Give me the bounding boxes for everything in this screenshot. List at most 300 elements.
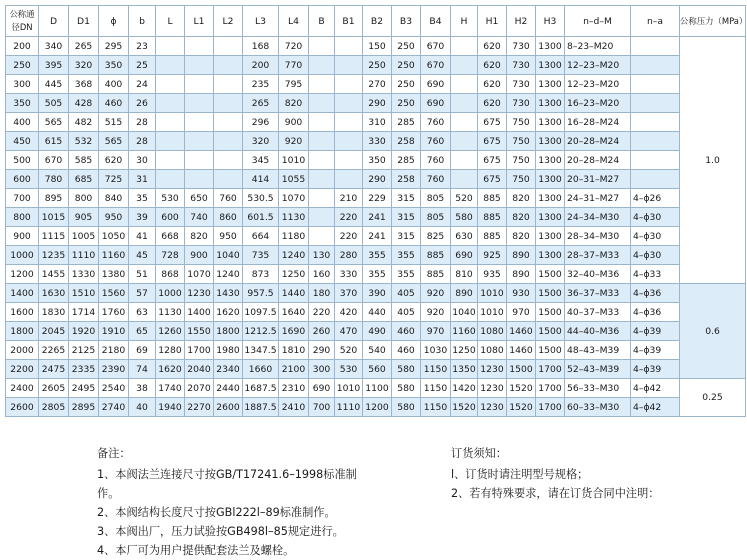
table-cell: 700	[6, 189, 39, 208]
table-cell: 250	[392, 37, 421, 56]
table-cell: 340	[39, 37, 69, 56]
table-cell	[185, 151, 214, 170]
table-cell	[185, 170, 214, 189]
table-cell: 820	[185, 227, 214, 246]
table-cell: 2310	[279, 379, 309, 398]
table-cell: 505	[39, 94, 69, 113]
table-cell: 1350	[451, 360, 478, 379]
table-row	[6, 303, 746, 322]
table-cell: 1300	[536, 151, 565, 170]
table-cell: 4–ϕ36	[631, 284, 680, 303]
table-cell: 900	[185, 246, 214, 265]
table-cell: 1160	[99, 246, 129, 265]
table-cell: 241	[363, 208, 392, 227]
table-cell: 350	[363, 151, 392, 170]
remark-line-3: 3、本阀出厂，压力试验按GB498l–85规定进行。	[97, 525, 344, 538]
table-cell: 1200	[6, 265, 39, 284]
table-cell: 2270	[185, 398, 214, 417]
table-cell: 825	[421, 227, 451, 246]
table-cell: 1130	[156, 303, 185, 322]
table-row	[6, 151, 746, 170]
column-header: B	[309, 6, 335, 37]
table-cell: 296	[243, 113, 279, 132]
table-cell	[185, 132, 214, 151]
table-cell: 315	[392, 227, 421, 246]
table-cell: 1040	[214, 246, 243, 265]
table-cell: 1687.5	[243, 379, 279, 398]
table-cell: 445	[39, 75, 69, 94]
table-cell	[156, 94, 185, 113]
table-cell: 725	[99, 170, 129, 189]
table-cell: 1300	[536, 37, 565, 56]
table-cell: 1620	[156, 360, 185, 379]
table-cell: 1150	[421, 398, 451, 417]
table-cell: 520	[335, 341, 363, 360]
table-row	[6, 246, 746, 265]
table-cell: 1160	[451, 322, 478, 341]
table-cell: 1230	[478, 398, 507, 417]
table-cell: 1430	[214, 284, 243, 303]
table-cell: 2400	[6, 379, 39, 398]
table-cell: 532	[69, 132, 99, 151]
table-cell: 4–ϕ39	[631, 322, 680, 341]
table-cell	[309, 75, 335, 94]
table-cell: 20–28–M24	[565, 151, 631, 170]
table-cell: 28–34–M30	[565, 227, 631, 246]
table-cell	[335, 56, 363, 75]
table-cell: 1300	[536, 132, 565, 151]
pressure-cell: 0.6	[680, 284, 746, 379]
table-cell: 220	[335, 227, 363, 246]
table-cell: 31	[129, 170, 156, 189]
table-cell: 400	[99, 75, 129, 94]
table-cell: 345	[243, 151, 279, 170]
table-cell: 200	[243, 56, 279, 75]
table-row	[6, 322, 746, 341]
table-cell: 1300	[536, 75, 565, 94]
table-cell: 1500	[536, 341, 565, 360]
table-cell: 2265	[39, 341, 69, 360]
table-cell	[309, 37, 335, 56]
table-cell	[185, 113, 214, 132]
table-row	[6, 37, 746, 56]
table-cell	[156, 37, 185, 56]
table-cell: 350	[6, 94, 39, 113]
order-notice-block	[451, 444, 660, 503]
table-cell: 8–23–M20	[565, 37, 631, 56]
table-cell: 265	[69, 37, 99, 56]
table-cell: 60–33–M30	[565, 398, 631, 417]
table-cell: 160	[309, 265, 335, 284]
table-cell: 28	[129, 113, 156, 132]
table-cell: 370	[335, 284, 363, 303]
table-cell: 895	[39, 189, 69, 208]
table-cell: 2495	[69, 379, 99, 398]
table-cell: 1520	[507, 398, 536, 417]
table-cell: 530.5	[243, 189, 279, 208]
table-cell: 250	[392, 75, 421, 94]
table-cell: 920	[279, 132, 309, 151]
table-cell: 2540	[99, 379, 129, 398]
table-cell: 41	[129, 227, 156, 246]
table-cell	[214, 151, 243, 170]
table-cell: 229	[363, 189, 392, 208]
table-cell: 1240	[279, 246, 309, 265]
table-cell: 1280	[156, 341, 185, 360]
table-cell: 664	[243, 227, 279, 246]
table-cell: 315	[392, 189, 421, 208]
table-cell: 2335	[69, 360, 99, 379]
table-cell	[335, 132, 363, 151]
table-cell: 685	[69, 170, 99, 189]
table-cell: 200	[6, 37, 39, 56]
table-cell: 440	[363, 303, 392, 322]
table-cell: 873	[243, 265, 279, 284]
table-cell: 1500	[536, 322, 565, 341]
table-cell: 900	[6, 227, 39, 246]
table-cell: 760	[421, 113, 451, 132]
table-cell: 1380	[99, 265, 129, 284]
table-cell: 355	[363, 265, 392, 284]
table-cell: 1760	[99, 303, 129, 322]
table-cell: 285	[392, 113, 421, 132]
table-cell: 241	[363, 227, 392, 246]
table-cell: 1150	[421, 379, 451, 398]
order-notice-title: 订货须知：	[451, 447, 507, 460]
table-cell: 885	[478, 189, 507, 208]
table-cell: 2600	[214, 398, 243, 417]
table-cell: 74	[129, 360, 156, 379]
table-cell: 355	[392, 265, 421, 284]
table-cell: 490	[363, 322, 392, 341]
table-cell: 290	[363, 170, 392, 189]
column-header: B3	[392, 6, 421, 37]
table-cell: 840	[99, 189, 129, 208]
table-cell: 250	[6, 56, 39, 75]
table-cell: 4–ϕ39	[631, 341, 680, 360]
table-cell: 405	[392, 303, 421, 322]
table-cell: 300	[6, 75, 39, 94]
table-cell	[156, 170, 185, 189]
table-cell: 620	[478, 37, 507, 56]
table-cell: 2805	[39, 398, 69, 417]
remark-line-1a: 1、本阀法兰连接尺寸按GB/T17241.6–1998标准制	[97, 468, 357, 481]
table-cell: 890	[507, 265, 536, 284]
table-cell: 630	[451, 227, 478, 246]
table-cell: 428	[69, 94, 99, 113]
table-cell: 24	[129, 75, 156, 94]
table-cell: 470	[335, 322, 363, 341]
table-body	[6, 37, 746, 417]
table-row	[6, 379, 746, 398]
table-cell: 890	[451, 284, 478, 303]
table-cell: 950	[214, 227, 243, 246]
table-cell: 930	[507, 284, 536, 303]
table-cell: 2390	[99, 360, 129, 379]
table-cell: 1800	[6, 322, 39, 341]
table-cell: 1010	[478, 303, 507, 322]
table-cell: 585	[69, 151, 99, 170]
column-header: 公称通径DN	[6, 6, 39, 37]
table-cell: 1700	[536, 379, 565, 398]
table-cell	[631, 170, 680, 189]
table-row	[6, 113, 746, 132]
table-cell: 4–ϕ42	[631, 398, 680, 417]
table-cell: 20–31–M27	[565, 170, 631, 189]
table-cell: 1097.5	[243, 303, 279, 322]
table-cell: 885	[478, 208, 507, 227]
table-cell: 580	[392, 360, 421, 379]
table-cell: 730	[507, 37, 536, 56]
column-header: n–a	[631, 6, 680, 37]
table-cell: 2600	[6, 398, 39, 417]
table-cell: 28–37–M33	[565, 246, 631, 265]
table-cell: 750	[507, 132, 536, 151]
table-cell: 12–23–M20	[565, 56, 631, 75]
table-cell: 935	[478, 265, 507, 284]
table-cell: 1420	[451, 379, 478, 398]
table-cell: 4–ϕ36	[631, 303, 680, 322]
table-cell	[631, 37, 680, 56]
table-cell: 315	[392, 208, 421, 227]
table-cell	[451, 75, 478, 94]
table-cell: 560	[363, 360, 392, 379]
table-cell: 600	[6, 170, 39, 189]
table-cell: 1150	[421, 360, 451, 379]
table-cell: 1300	[536, 246, 565, 265]
table-cell	[156, 132, 185, 151]
table-cell: 1010	[335, 379, 363, 398]
spec-table	[5, 5, 746, 417]
table-cell: 820	[279, 94, 309, 113]
table-cell: 4–ϕ33	[631, 265, 680, 284]
table-cell: 310	[363, 113, 392, 132]
table-cell: 23	[129, 37, 156, 56]
table-cell: 300	[309, 360, 335, 379]
table-cell: 250	[392, 56, 421, 75]
table-cell: 1010	[279, 151, 309, 170]
table-cell: 258	[392, 132, 421, 151]
table-cell: 368	[69, 75, 99, 94]
table-cell: 4–ϕ30	[631, 227, 680, 246]
table-cell: 1400	[6, 284, 39, 303]
table-cell: 1455	[39, 265, 69, 284]
table-cell: 48–43–M39	[565, 341, 631, 360]
table-cell	[309, 189, 335, 208]
table-cell: 2895	[69, 398, 99, 417]
table-cell: 40	[129, 398, 156, 417]
table-cell: 2040	[185, 360, 214, 379]
table-cell	[631, 113, 680, 132]
table-cell: 63	[129, 303, 156, 322]
column-header: H2	[507, 6, 536, 37]
table-cell: 1800	[214, 322, 243, 341]
table-cell: 1460	[507, 322, 536, 341]
table-cell: 52–43–M39	[565, 360, 631, 379]
table-cell: 690	[451, 246, 478, 265]
table-cell: 2605	[39, 379, 69, 398]
table-cell: 750	[507, 151, 536, 170]
table-cell: 56–33–M30	[565, 379, 631, 398]
table-cell: 1230	[478, 360, 507, 379]
remark-line-2: 2、本阀结构长度尺寸按GBl222l–89标准制作。	[97, 506, 336, 519]
table-cell: 1640	[279, 303, 309, 322]
table-cell: 1810	[279, 341, 309, 360]
table-cell: 1030	[421, 341, 451, 360]
table-cell	[335, 170, 363, 189]
table-cell: 515	[99, 113, 129, 132]
table-cell: 675	[478, 170, 507, 189]
table-cell: 40–37–M33	[565, 303, 631, 322]
table-cell: 130	[309, 246, 335, 265]
table-cell: 45	[129, 246, 156, 265]
table-row	[6, 284, 746, 303]
table-cell: 920	[421, 303, 451, 322]
table-cell: 760	[214, 189, 243, 208]
table-cell: 820	[507, 208, 536, 227]
table-row	[6, 265, 746, 284]
table-cell: 740	[185, 208, 214, 227]
table-cell: 900	[279, 113, 309, 132]
table-cell: 650	[185, 189, 214, 208]
table-cell: 414	[243, 170, 279, 189]
table-cell: 24–31–M27	[565, 189, 631, 208]
table-cell	[451, 170, 478, 189]
header-row	[6, 6, 746, 37]
table-cell: 565	[99, 132, 129, 151]
table-cell	[309, 151, 335, 170]
table-cell: 735	[243, 246, 279, 265]
table-cell: 44–40–M36	[565, 322, 631, 341]
table-cell	[631, 94, 680, 113]
table-cell: 30	[129, 151, 156, 170]
table-cell: 4–ϕ30	[631, 246, 680, 265]
table-cell: 1260	[156, 322, 185, 341]
table-row	[6, 360, 746, 379]
table-cell: 2440	[214, 379, 243, 398]
column-header: B2	[363, 6, 392, 37]
column-header: B1	[335, 6, 363, 37]
column-header: D1	[69, 6, 99, 37]
table-cell: 1130	[279, 208, 309, 227]
table-cell: 482	[69, 113, 99, 132]
table-cell: 2740	[99, 398, 129, 417]
table-cell: 700	[309, 398, 335, 417]
table-cell: 250	[392, 94, 421, 113]
table-cell: 1920	[69, 322, 99, 341]
table-cell	[309, 113, 335, 132]
table-cell: 620	[99, 151, 129, 170]
table-cell: 2340	[214, 360, 243, 379]
table-cell: 1700	[185, 341, 214, 360]
table-cell: 795	[279, 75, 309, 94]
table-cell: 20–28–M24	[565, 132, 631, 151]
table-row	[6, 341, 746, 360]
table-cell: 265	[243, 94, 279, 113]
table-cell: 1250	[279, 265, 309, 284]
table-cell: 1830	[39, 303, 69, 322]
table-cell: 1000	[6, 246, 39, 265]
table-cell: 760	[421, 132, 451, 151]
table-cell: 350	[99, 56, 129, 75]
table-cell: 330	[363, 132, 392, 151]
table-cell	[156, 75, 185, 94]
table-cell	[185, 56, 214, 75]
table-cell	[631, 132, 680, 151]
column-header: L4	[279, 6, 309, 37]
table-cell: 150	[363, 37, 392, 56]
table-cell	[214, 113, 243, 132]
column-header: B4	[421, 6, 451, 37]
table-cell: 1115	[39, 227, 69, 246]
table-cell: 970	[421, 322, 451, 341]
table-cell	[185, 94, 214, 113]
table-cell: 1660	[243, 360, 279, 379]
table-cell: 885	[421, 246, 451, 265]
order-line-1: l、订货时请注明型号规格；	[451, 468, 589, 481]
table-cell: 258	[392, 170, 421, 189]
table-cell: 26	[129, 94, 156, 113]
table-cell	[335, 75, 363, 94]
table-cell: 1940	[156, 398, 185, 417]
pressure-cell: 1.0	[680, 37, 746, 284]
table-cell: 920	[421, 284, 451, 303]
column-header: L1	[185, 6, 214, 37]
table-cell: 580	[451, 208, 478, 227]
table-cell	[309, 227, 335, 246]
table-cell: 620	[478, 94, 507, 113]
table-cell: 16–28–M24	[565, 113, 631, 132]
table-cell: 1070	[185, 265, 214, 284]
table-cell: 2200	[6, 360, 39, 379]
table-cell: 530	[156, 189, 185, 208]
table-cell: 730	[507, 94, 536, 113]
table-cell	[335, 37, 363, 56]
table-cell: 12–23–M20	[565, 75, 631, 94]
table-cell	[451, 113, 478, 132]
table-cell: 1230	[478, 379, 507, 398]
table-cell: 620	[478, 56, 507, 75]
table-cell: 925	[478, 246, 507, 265]
table-cell	[309, 94, 335, 113]
table-cell: 65	[129, 322, 156, 341]
table-row	[6, 75, 746, 94]
table-cell: 1250	[451, 341, 478, 360]
table-cell: 1500	[507, 360, 536, 379]
table-cell: 1887.5	[243, 398, 279, 417]
table-cell: 1300	[536, 208, 565, 227]
table-cell: 670	[421, 37, 451, 56]
table-cell: 1235	[39, 246, 69, 265]
table-cell	[451, 132, 478, 151]
table-cell	[631, 75, 680, 94]
remarks-block	[97, 444, 357, 560]
table-cell: 520	[451, 189, 478, 208]
table-cell: 675	[478, 113, 507, 132]
table-cell: 615	[39, 132, 69, 151]
table-cell: 1040	[451, 303, 478, 322]
table-row	[6, 56, 746, 75]
table-cell: 2100	[279, 360, 309, 379]
table-cell: 860	[214, 208, 243, 227]
table-cell	[214, 170, 243, 189]
table-cell: 730	[507, 75, 536, 94]
table-cell: 1600	[6, 303, 39, 322]
table-cell: 1212.5	[243, 322, 279, 341]
column-header: b	[129, 6, 156, 37]
table-cell: 690	[421, 75, 451, 94]
table-cell: 675	[478, 132, 507, 151]
